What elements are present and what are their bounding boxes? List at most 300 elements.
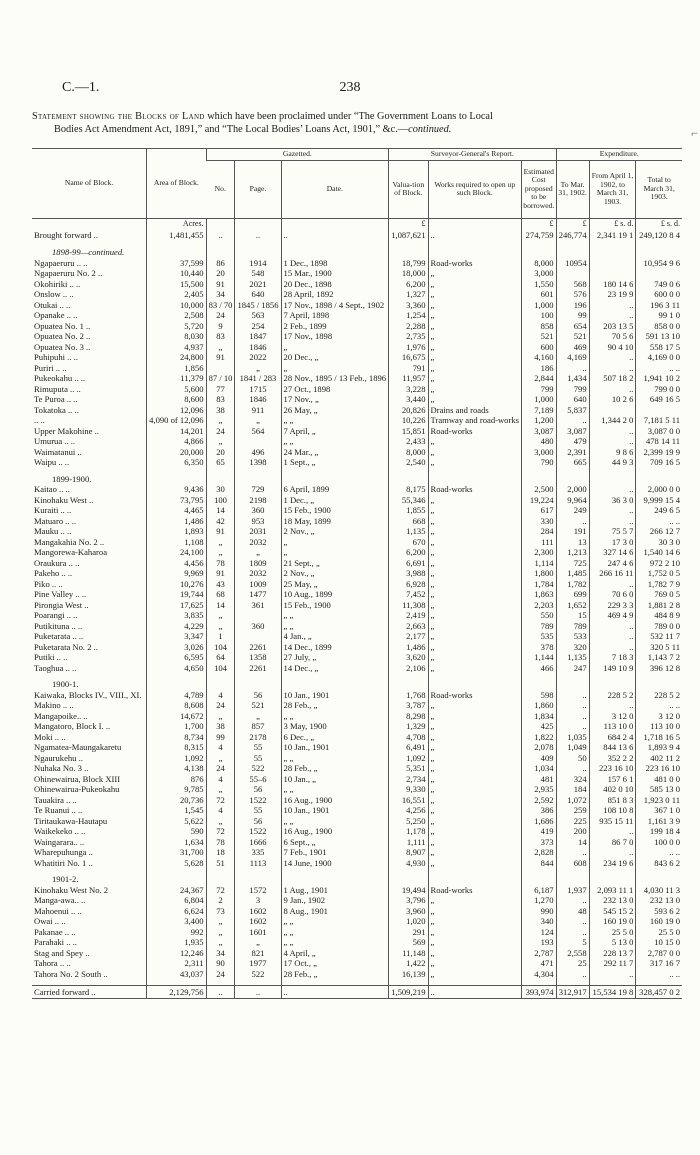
cell-est: 274,759 [521, 229, 556, 241]
cell-area: 5,720 [147, 321, 206, 332]
cell-page: 911 [235, 405, 281, 416]
table-row [32, 642, 682, 653]
cell-total: 709 16 5 [636, 457, 682, 468]
cell-works: „ [428, 937, 521, 948]
cell-from: 229 3 3 [589, 600, 636, 611]
cell-area: 12,096 [147, 405, 206, 416]
cell-no: 91 [206, 352, 235, 363]
cell-no: „ [206, 916, 235, 927]
cell-to: 533 [556, 631, 589, 642]
cell-from: .. [589, 826, 636, 837]
cell-val: 2,177 [389, 631, 428, 642]
cell-page: 56 [235, 816, 281, 827]
cell-works: Road-works [428, 885, 521, 896]
cell-name: Te Puroa .. .. [34, 394, 78, 404]
table-row [32, 652, 682, 663]
cell-to: 699 [556, 589, 589, 600]
cell-area: 24,367 [147, 885, 206, 896]
cell-total: 10,954 9 6 [636, 258, 682, 269]
cell-area: 6,595 [147, 652, 206, 663]
cell-val: 2,735 [389, 331, 428, 342]
cell-name: Ngaurukehu .. [34, 752, 83, 763]
cell-est: 284 [521, 526, 556, 537]
cell-area: 10,000 [147, 300, 206, 311]
cell-est: 2,203 [521, 600, 556, 611]
cell-name: Parahaki .. .. [34, 937, 77, 947]
col-gazetted-header: Gazetted. [206, 149, 389, 161]
cell-works: „ [428, 495, 521, 506]
cell-date: „ „ [281, 916, 389, 927]
cell-area: 6,350 [147, 457, 206, 468]
cell-page: 1009 [235, 579, 281, 590]
cell-to [556, 268, 589, 279]
cell-date: 10 Aug., 1899 [281, 589, 389, 600]
cell-date: „ [281, 537, 389, 548]
cell-area: 3,347 [147, 631, 206, 642]
table-row [32, 631, 682, 642]
cell-date: 6 April, 1899 [281, 484, 389, 495]
table-row [32, 579, 682, 590]
cell-no: .. [206, 986, 235, 999]
table-row [32, 774, 682, 785]
cell-total: 228 5 2 [636, 690, 682, 701]
table-row [32, 732, 682, 743]
cell-page: 821 [235, 948, 281, 959]
cell-total: 3,087 0 0 [636, 426, 682, 437]
cell-val: 2,288 [389, 321, 428, 332]
cell-to: 568 [556, 279, 589, 290]
cell-total: .. .. [636, 700, 682, 711]
cell-date: „ „ [281, 436, 389, 447]
cell-no [206, 363, 235, 374]
cell-val: 11,957 [389, 373, 428, 384]
cell-val: 16,675 [389, 352, 428, 363]
cell-name: Taoghua .. .. [34, 662, 77, 673]
cell-works: „ [428, 642, 521, 653]
cell-works: „ [428, 906, 521, 917]
cell-name: Pukeokahu .. .. [34, 373, 86, 383]
table-row [32, 268, 682, 279]
cell-date: 14 Dec., „ [281, 663, 389, 674]
cell-no: 9 [206, 321, 235, 332]
cell-from: 234 19 6 [589, 858, 636, 869]
cell-to: 312,917 [556, 986, 589, 999]
cell-page: 1977 [235, 958, 281, 969]
cell-name: Puketarata .. .. [34, 631, 84, 641]
cell-total: 402 11 2 [636, 753, 682, 764]
cell-val: 668 [389, 516, 428, 527]
cell-total: 585 13 0 [636, 784, 682, 795]
cell-area: 6,804 [147, 895, 206, 906]
cell-page: 1914 [235, 258, 281, 269]
table-row [32, 600, 682, 611]
table-row [32, 948, 682, 959]
table-row [32, 937, 682, 948]
cell-page: 522 [235, 969, 281, 980]
cell-to: .. [556, 711, 589, 722]
cell-from: 1,344 2 0 [589, 415, 636, 426]
cell-to: .. [556, 700, 589, 711]
cell-to: 2,000 [556, 484, 589, 495]
col-from-apr-header: From April 1, 1902, to March 31, 1903. [589, 160, 636, 218]
cell-val: 6,200 [389, 279, 428, 290]
cell-to: 665 [556, 457, 589, 468]
cell-est: 1,860 [521, 700, 556, 711]
table-row [32, 927, 682, 938]
table-row [32, 906, 682, 917]
cell-works: „ [428, 795, 521, 806]
cell-date: 1 Aug., 1901 [281, 885, 389, 896]
cell-to: 1,135 [556, 652, 589, 663]
cell-est: 111 [521, 537, 556, 548]
cell-total: 1,718 16 5 [636, 732, 682, 743]
cell-area: 4,937 [147, 342, 206, 353]
cell-est: 4,304 [521, 969, 556, 980]
table-row [32, 547, 682, 558]
table-row [32, 711, 682, 722]
table-row [32, 526, 682, 537]
cell-page: 953 [235, 516, 281, 527]
cell-date: 7 April, 1898 [281, 310, 389, 321]
cell-page: 2021 [235, 279, 281, 290]
cell-val: 1,768 [389, 690, 428, 701]
cell-to: 246,774 [556, 229, 589, 241]
cell-name: Tahora .. .. [34, 958, 71, 968]
cell-to: 247 [556, 663, 589, 674]
cell-page: 55 [235, 805, 281, 816]
cell-est: 1,034 [521, 763, 556, 774]
cell-val: 19,494 [389, 885, 428, 896]
cell-est: 3,000 [521, 447, 556, 458]
cell-to: .. [556, 895, 589, 906]
cell-works: „ [428, 948, 521, 959]
cell-to: 1,213 [556, 547, 589, 558]
cell-to: 608 [556, 858, 589, 869]
cell-no: 4 [206, 805, 235, 816]
cell-page: 360 [235, 621, 281, 632]
cell-page: 563 [235, 310, 281, 321]
cell-works: „ [428, 631, 521, 642]
cell-no: 72 [206, 826, 235, 837]
table-row [32, 436, 682, 447]
cell-val: 55,346 [389, 495, 428, 506]
cell-date: 25 May, „ [281, 579, 389, 590]
cell-total: 1,143 7 2 [636, 652, 682, 663]
cell-page [235, 436, 281, 447]
cell-page [235, 610, 281, 621]
cell-name: Ohinewairua, Block XIII [34, 773, 121, 784]
cell-total: 1,540 14 6 [636, 547, 682, 558]
cell-no: 65 [206, 457, 235, 468]
cell-total: 2,787 0 0 [636, 948, 682, 959]
cell-est: 2,592 [521, 795, 556, 806]
cell-total: 843 6 2 [636, 858, 682, 869]
table-row [32, 300, 682, 311]
cell-area: 24,800 [147, 352, 206, 363]
cell-total: 320 5 11 [636, 642, 682, 653]
cell-total: 232 13 0 [636, 895, 682, 906]
cell-name: Kaiwaka, Blocks IV., VIII., XI. [34, 689, 142, 700]
cell-page: 1602 [235, 916, 281, 927]
section-heading: 1900-1. [52, 679, 79, 689]
cell-date: 7 Feb., 1901 [281, 847, 389, 858]
cell-works: „ [428, 916, 521, 927]
cell-total: .. .. [636, 363, 682, 374]
cell-page: 548 [235, 268, 281, 279]
cell-no: „ [206, 937, 235, 948]
cell-from: 327 14 6 [589, 547, 636, 558]
cell-date: 10 Jan., „ [281, 774, 389, 785]
cell-no: 87 / 10 [206, 373, 235, 384]
unit-area: Acres. [147, 218, 206, 229]
cell-from: 545 15 2 [589, 906, 636, 917]
cell-date: 10 Jan., 1901 [281, 805, 389, 816]
cell-area: 1,486 [147, 516, 206, 527]
cell-total: 9,999 15 4 [636, 495, 682, 506]
cell-total: 972 2 10 [636, 558, 682, 569]
cell-val: 11,308 [389, 600, 428, 611]
cell-area: 5,628 [147, 858, 206, 869]
table-row [32, 795, 682, 806]
cell-est: 425 [521, 721, 556, 732]
cell-area: 1,856 [147, 363, 206, 374]
cell-to: 725 [556, 558, 589, 569]
cell-est: 601 [521, 289, 556, 300]
cell-val: 3,787 [389, 700, 428, 711]
cell-from: .. [589, 631, 636, 642]
cell-val: 15,851 [389, 426, 428, 437]
cell-name: Mahoenui .. .. [34, 905, 82, 916]
cell-no: 78 [206, 558, 235, 569]
cell-date: 26 May, „ [281, 405, 389, 416]
cell-est: 100 [521, 310, 556, 321]
cell-to: 654 [556, 321, 589, 332]
cell-total [636, 268, 682, 279]
cell-est: 1,784 [521, 579, 556, 590]
cell-est: 378 [521, 642, 556, 653]
blocks-table [32, 148, 682, 999]
cell-page: „ [235, 415, 281, 426]
cell-works: .. [428, 229, 521, 241]
cell-from: 23 19 9 [589, 289, 636, 300]
cell-est: 8,000 [521, 258, 556, 269]
cell-name: Piko .. .. [34, 578, 63, 589]
cell-val: 3,360 [389, 300, 428, 311]
section-heading-row [32, 679, 682, 690]
cell-val: 1,020 [389, 916, 428, 927]
cell-est: 990 [521, 906, 556, 917]
cell-area: 4,090 of 12,096 [147, 415, 206, 426]
cell-to: 1,937 [556, 885, 589, 896]
cell-works: „ [428, 732, 521, 743]
cell-page: 1113 [235, 858, 281, 869]
cell-from: .. [589, 384, 636, 395]
section-heading-row [32, 247, 682, 258]
cell-no: 34 [206, 948, 235, 959]
table-row [32, 363, 682, 374]
cell-val: 1,422 [389, 958, 428, 969]
cell-val: 569 [389, 937, 428, 948]
cell-date: „ „ [281, 711, 389, 722]
cell-works: „ [428, 610, 521, 621]
cell-no: 91 [206, 526, 235, 537]
table-row [32, 342, 682, 353]
cell-name: Putikituna .. .. [34, 620, 83, 631]
cell-works: „ [428, 895, 521, 906]
cell-name: Puriri .. .. [34, 362, 67, 373]
cell-est: 550 [521, 610, 556, 621]
cell-page: 2178 [235, 732, 281, 743]
cell-total: 558 17 5 [636, 342, 682, 353]
cell-no: „ [206, 547, 235, 558]
cell-no: 24 [206, 426, 235, 437]
cell-val: 20,826 [389, 405, 428, 416]
cell-val: 1,327 [389, 289, 428, 300]
cell-area: 15,500 [147, 279, 206, 290]
table-row [32, 721, 682, 732]
cell-name: Kuraiti .. .. [34, 505, 72, 515]
cell-name: Pine Valley .. .. [34, 589, 87, 599]
cell-page: 1715 [235, 384, 281, 395]
cell-works: „ [428, 268, 521, 279]
cell-area: 1,893 [147, 526, 206, 537]
cell-total: 749 0 6 [636, 279, 682, 290]
cell-est: 386 [521, 805, 556, 816]
cell-est: 535 [521, 631, 556, 642]
cell-no: „ [206, 621, 235, 632]
cell-total: 600 0 0 [636, 289, 682, 300]
cell-name: Ngapaeruru No. 2 .. [34, 268, 103, 278]
table-row [32, 816, 682, 827]
cell-total: 532 11 7 [636, 631, 682, 642]
cell-page: 640 [235, 289, 281, 300]
cell-total: 3 12 0 [636, 711, 682, 722]
cell-page: 1809 [235, 558, 281, 569]
cell-date: 27 July, „ [281, 652, 389, 663]
cell-works: „ [428, 784, 521, 795]
cell-no: 20 [206, 447, 235, 458]
cell-total: 113 10 0 [636, 721, 682, 732]
cell-page: 1572 [235, 885, 281, 896]
cell-total: .. .. [636, 516, 682, 527]
cell-from: 228 13 7 [589, 948, 636, 959]
cell-to: 789 [556, 621, 589, 632]
cell-total: 858 0 0 [636, 321, 682, 332]
cell-no: 72 [206, 885, 235, 896]
cell-area: 4,789 [147, 690, 206, 701]
cell-page: 361 [235, 600, 281, 611]
cell-est: 193 [521, 937, 556, 948]
cell-works: Road-works [428, 258, 521, 269]
cell-name: Kaitao .. .. [34, 484, 70, 494]
cell-from: 507 18 2 [589, 373, 636, 384]
cell-to: 9,964 [556, 495, 589, 506]
cell-est: 2,500 [521, 484, 556, 495]
cell-no: 24 [206, 700, 235, 711]
cell-works: Road-works [428, 426, 521, 437]
cell-est: 1,686 [521, 816, 556, 827]
cell-name: Mangorewa-Kaharoa [34, 547, 108, 557]
cell-area: 4,650 [147, 663, 206, 674]
table-row [32, 310, 682, 321]
cell-to: 259 [556, 805, 589, 816]
cell-from: 2,341 19 1 [589, 229, 636, 241]
cell-works: „ [428, 816, 521, 827]
cell-date: 1 Dec., „ [281, 495, 389, 506]
cell-val: 11,148 [389, 948, 428, 959]
unit-to: £ [556, 218, 589, 229]
cell-to: 200 [556, 826, 589, 837]
cell-from: 17 3 0 [589, 537, 636, 548]
cell-total: 478 14 11 [636, 436, 682, 447]
cell-from: 402 0 10 [589, 784, 636, 795]
cell-total: 7,181 5 11 [636, 415, 682, 426]
cell-page: 857 [235, 721, 281, 732]
cell-from: 7 18 3 [589, 652, 636, 663]
cell-no: „ [206, 784, 235, 795]
cell-val: 1,486 [389, 642, 428, 653]
cell-name: Poarangi .. .. [34, 610, 78, 620]
cell-date: 4 April, „ [281, 948, 389, 959]
cell-area: 10,276 [147, 579, 206, 590]
col-date-header: Date. [281, 160, 389, 218]
cell-area: 1,935 [147, 937, 206, 948]
cell-val: 4,930 [389, 858, 428, 869]
cell-from: 75 5 7 [589, 526, 636, 537]
cell-date: 20 Dec., 1898 [281, 279, 389, 290]
cell-to: 14 [556, 837, 589, 848]
cell-works: Road-works [428, 690, 521, 701]
cell-total: 100 0 0 [636, 837, 682, 848]
cell-no: 91 [206, 568, 235, 579]
title-line1: which have been proclaimed under “The Government Loans to Local [207, 111, 493, 122]
cell-works: „ [428, 837, 521, 848]
cell-no: 4 [206, 774, 235, 785]
table-row [32, 537, 682, 548]
cell-date: .. [281, 229, 389, 241]
cell-date: „ „ [281, 927, 389, 938]
cell-no: „ [206, 610, 235, 621]
cell-name: Opanake .. .. [34, 310, 78, 320]
cell-to: .. [556, 763, 589, 774]
cell-area: 5,600 [147, 384, 206, 395]
cell-no: 4 [206, 742, 235, 753]
table-row [32, 784, 682, 795]
cell-from: 180 14 6 [589, 279, 636, 290]
cell-area: 20,736 [147, 795, 206, 806]
cell-val: 2,433 [389, 436, 428, 447]
cell-date: 14 June, 1900 [281, 858, 389, 869]
cell-val: 1,087,621 [389, 229, 428, 241]
title-continued: continued. [408, 124, 452, 135]
cell-from: 5 13 0 [589, 937, 636, 948]
cell-no: 64 [206, 652, 235, 663]
cell-val: 2,540 [389, 457, 428, 468]
cell-from: 86 7 0 [589, 837, 636, 848]
cell-name: Waimatanui .. [34, 446, 82, 457]
cell-page: 2198 [235, 495, 281, 506]
cell-date: 15 Feb., 1900 [281, 505, 389, 516]
cell-page: 1602 [235, 906, 281, 917]
cell-area: 19,744 [147, 589, 206, 600]
cell-from: 149 10 9 [589, 663, 636, 674]
cell-works: „ [428, 558, 521, 569]
cell-works: „ [428, 652, 521, 663]
cell-page: 729 [235, 484, 281, 495]
cell-to: 640 [556, 394, 589, 405]
cell-page: 1841 / 283 [235, 373, 281, 384]
cell-area: 12,246 [147, 948, 206, 959]
